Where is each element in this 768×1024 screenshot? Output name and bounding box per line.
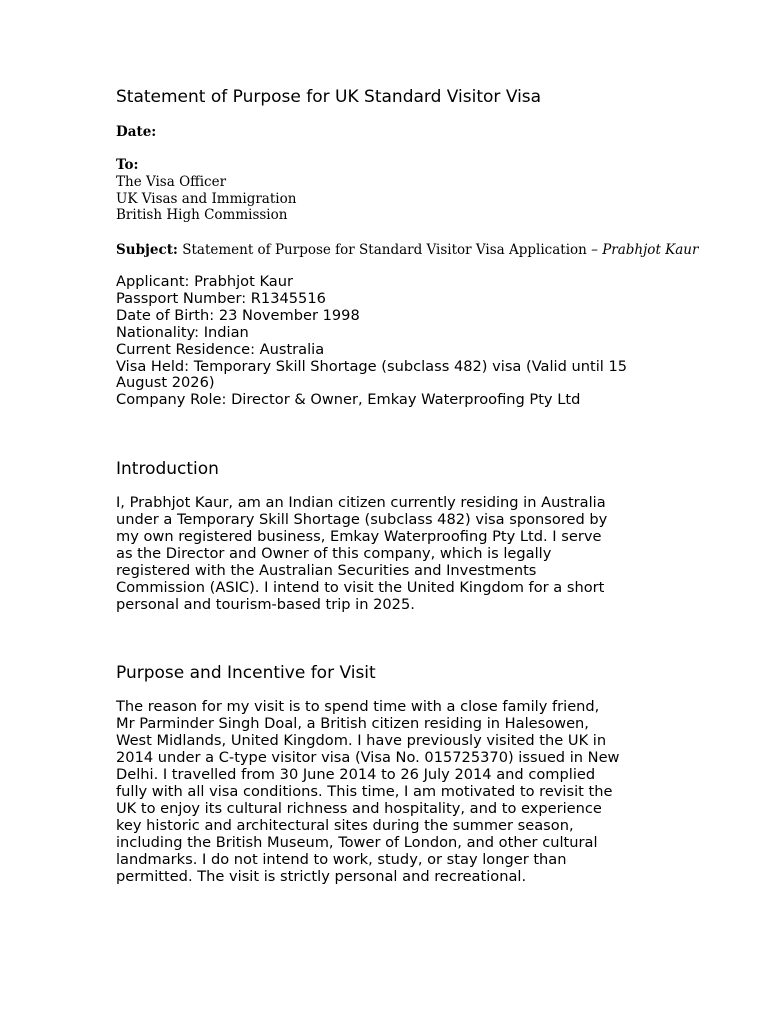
paragraph-line: fully with all visa conditions. This time, I am motivated to revisit the	[116, 782, 613, 800]
date-line	[116, 124, 156, 141]
subject-applicant-name: Prabhjot Kaur	[602, 242, 699, 258]
passport-number: Passport Number: R1345516	[116, 289, 326, 307]
paragraph-line: West Midlands, United Kingdom. I have previously visited the UK in	[116, 731, 607, 749]
document-title: Statement of Purpose for UK Standard Visitor Visa	[116, 87, 542, 107]
subject-text: Statement of Purpose for Standard Visitor Visa Application –	[182, 242, 603, 258]
paragraph-line: Commission (ASIC). I intend to visit the United Kingdom for a short	[116, 578, 605, 596]
purpose-paragraph	[116, 699, 656, 885]
paragraph-line: including the British Museum, Tower of London, and other cultural	[116, 833, 598, 851]
date-of-birth: Date of Birth: 23 November 1998	[116, 306, 360, 324]
paragraph-line: under a Temporary Skill Shortage (subclass 482) visa sponsored by	[116, 510, 608, 528]
paragraph-line: personal and tourism-based trip in 2025.	[116, 595, 415, 613]
paragraph-line: Delhi. I travelled from 30 June 2014 to 26 July 2014 and complied	[116, 765, 596, 783]
to-label: To:	[116, 157, 139, 173]
subject-line	[116, 242, 698, 259]
current-residence: Current Residence: Australia	[116, 340, 325, 358]
nationality: Nationality: Indian	[116, 323, 249, 341]
introduction-paragraph	[116, 495, 656, 614]
recipient-block	[116, 157, 296, 224]
paragraph-line: Mr Parminder Singh Doal, a British citizen residing in Halesowen,	[116, 714, 589, 732]
paragraph-line: key historic and architectural sites during the summer season,	[116, 816, 574, 834]
recipient-line-3: British High Commission	[116, 207, 288, 224]
paragraph-line: The reason for my visit is to spend time with a close family friend,	[116, 698, 600, 715]
applicant-name: Applicant: Prabhjot Kaur	[116, 273, 293, 290]
introduction-heading: Introduction	[116, 459, 219, 479]
paragraph-line: landmarks. I do not intend to work, study, or stay longer than	[116, 850, 567, 868]
recipient-line-1: The Visa Officer	[116, 173, 227, 190]
visa-held: Visa Held: Temporary Skill Shortage (subclass 482) visa (Valid until 15 August 2026)	[116, 357, 628, 392]
recipient-line-2: UK Visas and Immigration	[116, 190, 297, 207]
applicant-details	[116, 274, 656, 409]
company-role: Company Role: Director & Owner, Emkay Waterproofing Pty Ltd	[116, 391, 581, 409]
paragraph-line: 2014 under a C-type visitor visa (Visa No. 015725370) issued in New	[116, 748, 620, 766]
subject-label: Subject:	[116, 242, 178, 258]
paragraph-line: my own registered business, Emkay Waterproofing Pty Ltd. I serve	[116, 527, 602, 545]
date-label: Date:	[116, 124, 157, 140]
paragraph-line: registered with the Australian Securities and Investments	[116, 561, 537, 579]
paragraph-line: UK to enjoy its cultural richness and hospitality, and to experience	[116, 799, 602, 817]
paragraph-line: permitted. The visit is strictly personal and recreational.	[116, 867, 527, 885]
paragraph-line: I, Prabhjot Kaur, am an Indian citizen currently residing in Australia	[116, 494, 606, 511]
paragraph-line: as the Director and Owner of this company, which is legally	[116, 544, 552, 562]
purpose-heading: Purpose and Incentive for Visit	[116, 663, 376, 683]
